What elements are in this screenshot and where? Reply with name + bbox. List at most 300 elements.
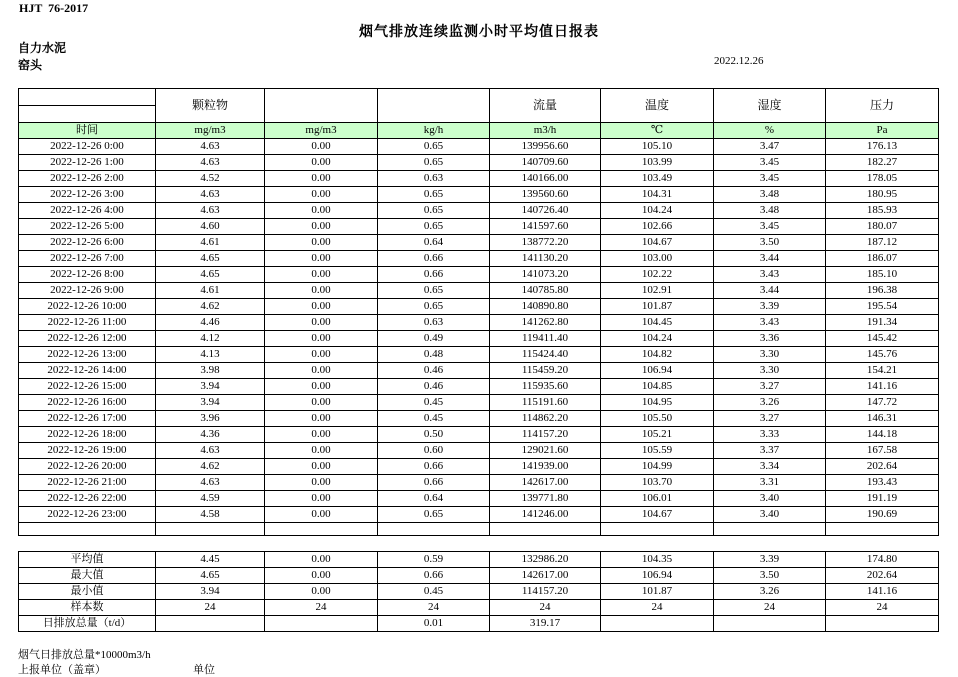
table-cell: 0.45	[378, 411, 490, 427]
table-row	[19, 187, 939, 203]
table-row	[19, 427, 939, 443]
table-cell: 4.52	[156, 171, 265, 187]
table-cell: 104.45	[601, 315, 714, 331]
table-cell: 0.46	[378, 379, 490, 395]
table-cell: 3.48	[714, 203, 826, 219]
table-cell: 0.63	[378, 171, 490, 187]
table-cell: 3.30	[714, 363, 826, 379]
summary-row	[19, 568, 939, 584]
table-cell: 104.31	[601, 187, 714, 203]
table-row	[19, 475, 939, 491]
table-cell: 0.48	[378, 347, 490, 363]
table-cell: 0.00	[265, 219, 378, 235]
summary-cell: 114157.20	[490, 584, 601, 600]
table-cell: 4.61	[156, 283, 265, 299]
summary-cell: 132986.20	[490, 552, 601, 568]
summary-cell: 4.65	[156, 568, 265, 584]
table-cell: 0.00	[265, 363, 378, 379]
table-cell: 2022-12-26 6:00	[19, 235, 156, 251]
table-cell: 114862.20	[490, 411, 601, 427]
table-row	[19, 331, 939, 347]
table-cell: 0.00	[265, 427, 378, 443]
summary-cell: 24	[156, 600, 265, 616]
table-cell: 2022-12-26 15:00	[19, 379, 156, 395]
table-cell: 0.49	[378, 331, 490, 347]
table-cell: 3.43	[714, 315, 826, 331]
table-row	[19, 171, 939, 187]
table-row	[19, 283, 939, 299]
table-cell: 115935.60	[490, 379, 601, 395]
table-cell: 141939.00	[490, 459, 601, 475]
table-cell: 4.58	[156, 507, 265, 523]
summary-cell: 106.94	[601, 568, 714, 584]
table-row	[19, 155, 939, 171]
table-cell: 147.72	[826, 395, 939, 411]
table-cell: 129021.60	[490, 443, 601, 459]
table-cell: 4.61	[156, 235, 265, 251]
table-cell: 3.33	[714, 427, 826, 443]
table-row	[19, 379, 939, 395]
table-cell: 3.36	[714, 331, 826, 347]
table-cell: 141073.20	[490, 267, 601, 283]
footer-report-unit-label: 上报单位（盖章）	[18, 664, 106, 676]
table-cell: 0.00	[265, 315, 378, 331]
header-parameter-cell	[378, 89, 490, 123]
table-cell: 141246.00	[490, 507, 601, 523]
table-cell: 2022-12-26 20:00	[19, 459, 156, 475]
table-cell: 178.05	[826, 171, 939, 187]
table-cell: 0.66	[378, 267, 490, 283]
table-cell: 0.00	[265, 331, 378, 347]
table-row	[19, 459, 939, 475]
table-cell: 0.64	[378, 235, 490, 251]
table-cell: 104.85	[601, 379, 714, 395]
summary-cell: 0.45	[378, 584, 490, 600]
table-cell: 4.65	[156, 267, 265, 283]
table-cell: 2022-12-26 3:00	[19, 187, 156, 203]
summary-row	[19, 584, 939, 600]
table-cell: 104.95	[601, 395, 714, 411]
summary-row	[19, 600, 939, 616]
table-cell: 195.54	[826, 299, 939, 315]
table-cell: 142617.00	[490, 475, 601, 491]
table-cell: 2022-12-26 21:00	[19, 475, 156, 491]
table-cell: 140726.40	[490, 203, 601, 219]
header-unit-cell: kg/h	[378, 123, 490, 139]
table-cell: 140890.80	[490, 299, 601, 315]
table-cell: 3.94	[156, 395, 265, 411]
table-cell: 4.63	[156, 203, 265, 219]
summary-table-body	[19, 552, 939, 632]
summary-cell: 24	[378, 600, 490, 616]
table-row	[19, 347, 939, 363]
table-cell: 0.00	[265, 235, 378, 251]
summary-cell: 最大值	[19, 568, 156, 584]
table-cell: 3.45	[714, 155, 826, 171]
summary-cell: 0.01	[378, 616, 490, 632]
table-cell: 0.00	[265, 379, 378, 395]
table-row	[19, 315, 939, 331]
table-cell: 0.65	[378, 299, 490, 315]
table-cell: 202.64	[826, 459, 939, 475]
table-cell: 0.65	[378, 139, 490, 155]
table-cell: 0.65	[378, 507, 490, 523]
summary-row	[19, 552, 939, 568]
table-cell: 180.07	[826, 219, 939, 235]
table-cell: 191.34	[826, 315, 939, 331]
summary-cell: 0.00	[265, 584, 378, 600]
table-cell: 4.63	[156, 139, 265, 155]
table-cell: 2022-12-26 14:00	[19, 363, 156, 379]
summary-cell	[714, 616, 826, 632]
table-cell: 4.46	[156, 315, 265, 331]
table-cell: 3.39	[714, 299, 826, 315]
table-cell: 4.63	[156, 155, 265, 171]
summary-cell: 0.59	[378, 552, 490, 568]
header-parameter-cell: 湿度	[714, 89, 826, 123]
table-cell: 0.00	[265, 187, 378, 203]
header-corner-top-cell	[19, 89, 156, 106]
table-cell: 0.00	[265, 411, 378, 427]
table-row	[19, 251, 939, 267]
table-cell: 0.46	[378, 363, 490, 379]
table-cell: 4.59	[156, 491, 265, 507]
table-cell: 104.67	[601, 507, 714, 523]
table-row	[19, 395, 939, 411]
summary-cell: 3.94	[156, 584, 265, 600]
table-cell: 0.50	[378, 427, 490, 443]
summary-cell: 174.80	[826, 552, 939, 568]
summary-cell: 0.00	[265, 552, 378, 568]
header-row-units	[19, 123, 939, 139]
table-cell: 0.65	[378, 187, 490, 203]
blank-cell	[19, 523, 156, 536]
table-cell: 2022-12-26 23:00	[19, 507, 156, 523]
blank-cell	[601, 523, 714, 536]
table-cell: 3.30	[714, 347, 826, 363]
table-cell: 2022-12-26 22:00	[19, 491, 156, 507]
blank-cell	[714, 523, 826, 536]
table-cell: 139956.60	[490, 139, 601, 155]
table-cell: 3.43	[714, 267, 826, 283]
table-cell: 141262.80	[490, 315, 601, 331]
summary-cell: 日排放总量（t/d）	[19, 616, 156, 632]
header-parameter-cell: 流量	[490, 89, 601, 123]
table-cell: 0.00	[265, 299, 378, 315]
table-cell: 167.58	[826, 443, 939, 459]
header-unit-cell: %	[714, 123, 826, 139]
table-cell: 0.66	[378, 475, 490, 491]
header-parameter-cell: 温度	[601, 89, 714, 123]
table-cell: 0.00	[265, 203, 378, 219]
table-cell: 105.59	[601, 443, 714, 459]
table-cell: 191.19	[826, 491, 939, 507]
table-cell: 186.07	[826, 251, 939, 267]
blank-cell	[156, 523, 265, 536]
table-cell: 103.70	[601, 475, 714, 491]
table-cell: 4.13	[156, 347, 265, 363]
header-parameter-cell: 压力	[826, 89, 939, 123]
table-cell: 101.87	[601, 299, 714, 315]
table-cell: 104.67	[601, 235, 714, 251]
table-cell: 0.00	[265, 171, 378, 187]
table-cell: 4.62	[156, 299, 265, 315]
table-cell: 0.63	[378, 315, 490, 331]
table-cell: 104.99	[601, 459, 714, 475]
table-cell: 3.26	[714, 395, 826, 411]
table-cell: 103.49	[601, 171, 714, 187]
table-cell: 0.00	[265, 251, 378, 267]
table-row	[19, 299, 939, 315]
table-cell: 4.12	[156, 331, 265, 347]
summary-cell	[601, 616, 714, 632]
summary-cell	[156, 616, 265, 632]
summary-cell: 319.17	[490, 616, 601, 632]
hourly-data-table	[18, 88, 939, 536]
table-cell: 102.22	[601, 267, 714, 283]
table-cell: 3.50	[714, 235, 826, 251]
table-cell: 2022-12-26 13:00	[19, 347, 156, 363]
table-cell: 4.63	[156, 187, 265, 203]
table-cell: 103.00	[601, 251, 714, 267]
header-row-parameters	[19, 89, 939, 106]
table-cell: 102.91	[601, 283, 714, 299]
station-name: 窑头	[18, 58, 43, 72]
table-cell: 0.00	[265, 443, 378, 459]
table-cell: 138772.20	[490, 235, 601, 251]
blank-cell	[378, 523, 490, 536]
table-cell: 3.44	[714, 251, 826, 267]
summary-cell	[265, 616, 378, 632]
table-row	[19, 411, 939, 427]
header-unit-cell: ℃	[601, 123, 714, 139]
table-cell: 106.94	[601, 363, 714, 379]
table-cell: 0.66	[378, 459, 490, 475]
hourly-data-table-body	[19, 89, 939, 536]
table-cell: 4.63	[156, 443, 265, 459]
summary-cell: 0.00	[265, 568, 378, 584]
header-unit-cell: 时间	[19, 123, 156, 139]
table-cell: 0.45	[378, 395, 490, 411]
table-cell: 0.65	[378, 203, 490, 219]
table-cell: 2022-12-26 2:00	[19, 171, 156, 187]
table-cell: 0.66	[378, 251, 490, 267]
table-cell: 0.00	[265, 491, 378, 507]
table-cell: 3.47	[714, 139, 826, 155]
table-cell: 145.76	[826, 347, 939, 363]
table-cell: 2022-12-26 5:00	[19, 219, 156, 235]
table-cell: 0.00	[265, 155, 378, 171]
summary-cell: 141.16	[826, 584, 939, 600]
blank-cell	[265, 523, 378, 536]
table-cell: 146.31	[826, 411, 939, 427]
table-cell: 193.43	[826, 475, 939, 491]
table-cell: 0.00	[265, 475, 378, 491]
blank-cell	[490, 523, 601, 536]
table-cell: 0.64	[378, 491, 490, 507]
table-row	[19, 363, 939, 379]
table-cell: 0.60	[378, 443, 490, 459]
header-unit-cell: mg/m3	[265, 123, 378, 139]
table-row	[19, 235, 939, 251]
table-row	[19, 219, 939, 235]
table-cell: 2022-12-26 12:00	[19, 331, 156, 347]
header-unit-cell: Pa	[826, 123, 939, 139]
summary-cell: 3.39	[714, 552, 826, 568]
header-parameter-cell: 颗粒物	[156, 89, 265, 123]
summary-cell: 0.66	[378, 568, 490, 584]
table-cell: 4.36	[156, 427, 265, 443]
table-cell: 0.00	[265, 139, 378, 155]
table-cell: 3.44	[714, 283, 826, 299]
report-date: 2022.12.26	[714, 55, 764, 67]
table-cell: 196.38	[826, 283, 939, 299]
table-cell: 115424.40	[490, 347, 601, 363]
table-cell: 141.16	[826, 379, 939, 395]
footer-unit-label: 单位	[193, 664, 215, 676]
table-cell: 104.24	[601, 331, 714, 347]
summary-cell: 24	[714, 600, 826, 616]
table-cell: 0.00	[265, 267, 378, 283]
table-cell: 182.27	[826, 155, 939, 171]
summary-cell: 142617.00	[490, 568, 601, 584]
table-cell: 2022-12-26 0:00	[19, 139, 156, 155]
table-cell: 2022-12-26 7:00	[19, 251, 156, 267]
table-cell: 0.65	[378, 283, 490, 299]
table-cell: 102.66	[601, 219, 714, 235]
table-cell: 103.99	[601, 155, 714, 171]
table-cell: 104.24	[601, 203, 714, 219]
table-cell: 2022-12-26 8:00	[19, 267, 156, 283]
header-parameter-cell	[265, 89, 378, 123]
table-cell: 3.48	[714, 187, 826, 203]
table-cell: 0.65	[378, 219, 490, 235]
table-cell: 3.98	[156, 363, 265, 379]
table-cell: 176.13	[826, 139, 939, 155]
blank-cell	[826, 523, 939, 536]
table-cell: 3.34	[714, 459, 826, 475]
table-cell: 0.00	[265, 507, 378, 523]
table-cell: 0.00	[265, 395, 378, 411]
table-cell: 4.60	[156, 219, 265, 235]
table-row	[19, 491, 939, 507]
table-cell: 145.42	[826, 331, 939, 347]
table-cell: 2022-12-26 10:00	[19, 299, 156, 315]
table-cell: 140166.00	[490, 171, 601, 187]
summary-cell: 104.35	[601, 552, 714, 568]
table-cell: 3.40	[714, 491, 826, 507]
summary-cell: 最小值	[19, 584, 156, 600]
table-cell: 2022-12-26 4:00	[19, 203, 156, 219]
table-cell: 104.82	[601, 347, 714, 363]
table-cell: 2022-12-26 16:00	[19, 395, 156, 411]
summary-cell: 101.87	[601, 584, 714, 600]
table-cell: 3.40	[714, 507, 826, 523]
summary-cell: 24	[490, 600, 601, 616]
table-cell: 2022-12-26 18:00	[19, 427, 156, 443]
table-cell: 2022-12-26 17:00	[19, 411, 156, 427]
header-corner-bottom-cell	[19, 106, 156, 123]
table-row	[19, 139, 939, 155]
table-cell: 3.96	[156, 411, 265, 427]
table-row	[19, 507, 939, 523]
table-cell: 106.01	[601, 491, 714, 507]
summary-cell	[826, 616, 939, 632]
table-cell: 2022-12-26 1:00	[19, 155, 156, 171]
table-cell: 144.18	[826, 427, 939, 443]
summary-cell: 4.45	[156, 552, 265, 568]
table-cell: 115459.20	[490, 363, 601, 379]
table-cell: 185.93	[826, 203, 939, 219]
table-cell: 115191.60	[490, 395, 601, 411]
table-cell: 0.00	[265, 347, 378, 363]
table-cell: 190.69	[826, 507, 939, 523]
table-cell: 140785.80	[490, 283, 601, 299]
table-cell: 139560.60	[490, 187, 601, 203]
table-cell: 0.65	[378, 155, 490, 171]
summary-cell: 202.64	[826, 568, 939, 584]
table-cell: 180.95	[826, 187, 939, 203]
table-cell: 3.45	[714, 219, 826, 235]
table-cell: 114157.20	[490, 427, 601, 443]
blank-row	[19, 523, 939, 536]
summary-cell: 24	[826, 600, 939, 616]
table-cell: 3.94	[156, 379, 265, 395]
table-cell: 2022-12-26 19:00	[19, 443, 156, 459]
table-row	[19, 203, 939, 219]
table-row	[19, 267, 939, 283]
summary-cell: 3.50	[714, 568, 826, 584]
table-cell: 187.12	[826, 235, 939, 251]
table-cell: 3.27	[714, 379, 826, 395]
table-cell: 105.10	[601, 139, 714, 155]
table-cell: 4.63	[156, 475, 265, 491]
table-cell: 154.21	[826, 363, 939, 379]
table-cell: 3.31	[714, 475, 826, 491]
table-cell: 185.10	[826, 267, 939, 283]
table-cell: 3.45	[714, 171, 826, 187]
table-cell: 105.21	[601, 427, 714, 443]
footer-total-note: 烟气日排放总量*10000m3/h	[18, 649, 151, 661]
table-cell: 141130.20	[490, 251, 601, 267]
table-cell: 4.65	[156, 251, 265, 267]
table-cell: 0.00	[265, 283, 378, 299]
summary-cell: 24	[265, 600, 378, 616]
table-cell: 2022-12-26 9:00	[19, 283, 156, 299]
table-cell: 4.62	[156, 459, 265, 475]
table-cell: 2022-12-26 11:00	[19, 315, 156, 331]
table-cell: 140709.60	[490, 155, 601, 171]
header-unit-cell: m3/h	[490, 123, 601, 139]
doc-code: HJT 76-2017	[19, 1, 89, 15]
summary-cell: 平均值	[19, 552, 156, 568]
summary-cell: 样本数	[19, 600, 156, 616]
table-row	[19, 443, 939, 459]
table-cell: 0.00	[265, 459, 378, 475]
summary-cell: 24	[601, 600, 714, 616]
summary-row	[19, 616, 939, 632]
summary-cell: 3.26	[714, 584, 826, 600]
header-unit-cell: mg/m3	[156, 123, 265, 139]
table-cell: 119411.40	[490, 331, 601, 347]
table-cell: 139771.80	[490, 491, 601, 507]
table-cell: 3.27	[714, 411, 826, 427]
table-cell: 105.50	[601, 411, 714, 427]
report-title: 烟气排放连续监测小时平均值日报表	[359, 25, 599, 40]
table-cell: 3.37	[714, 443, 826, 459]
company-name: 自力水泥	[18, 41, 67, 55]
summary-table	[18, 551, 939, 632]
